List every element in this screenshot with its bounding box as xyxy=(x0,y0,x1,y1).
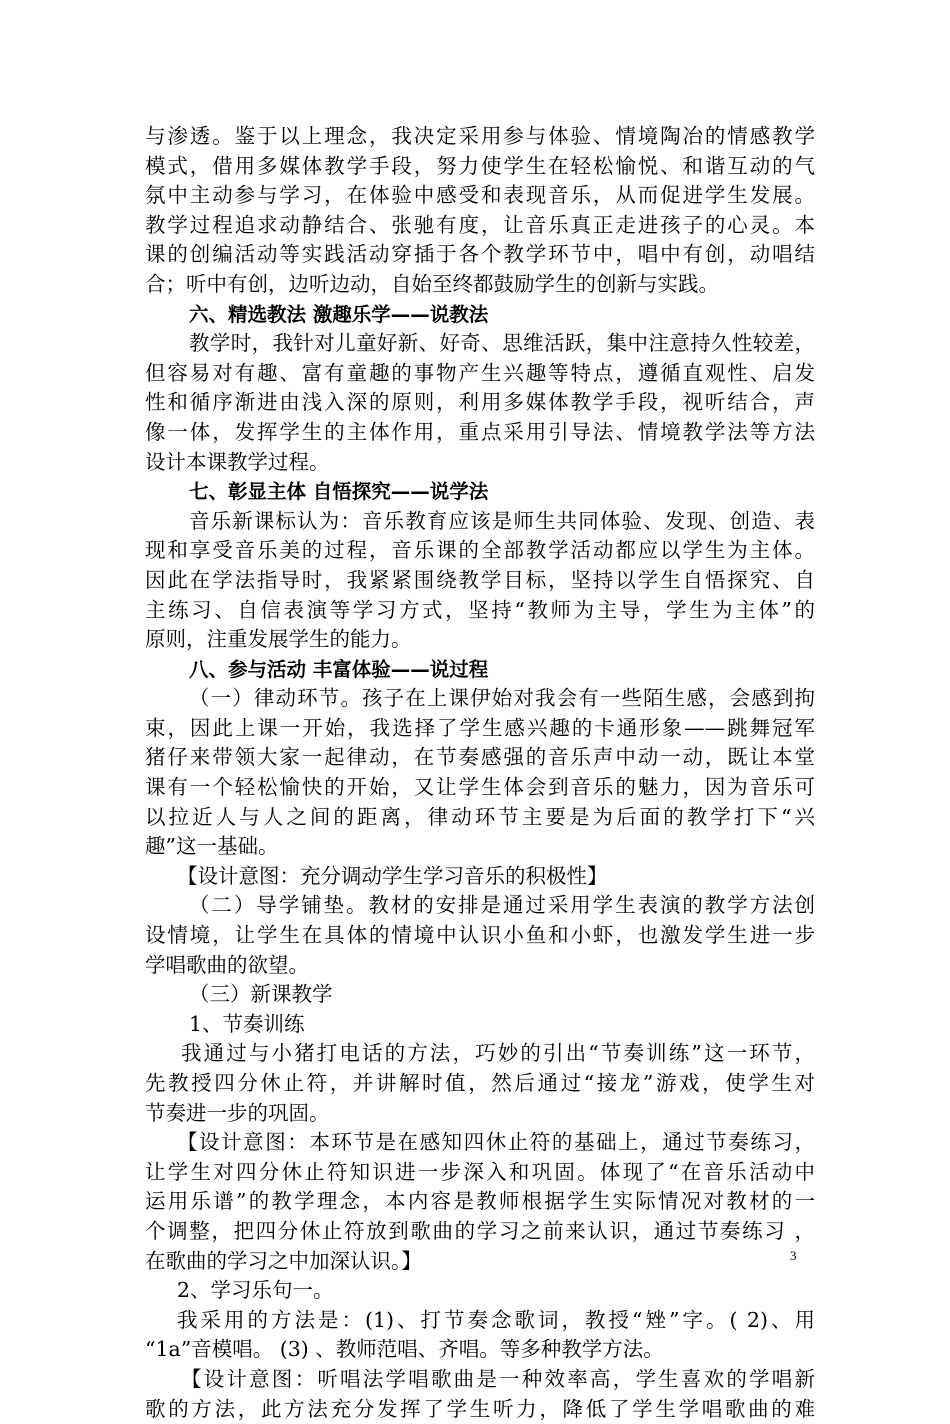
paragraph-line: 课有一个轻松愉快的开始，又让学生体会到音乐的魅力，因为音乐可 xyxy=(145,775,815,800)
paragraph-line: 我通过与小猪打电话的方法，巧妙的引出“节奏训练”这一环节， xyxy=(181,1041,815,1066)
section-heading-methods: 六、精选教法 激趣乐学——说教法 xyxy=(189,302,489,326)
subsection-heading: 2、学习乐句一。 xyxy=(177,1278,334,1303)
document-body xyxy=(145,122,815,1424)
page-number: 3 xyxy=(790,1248,797,1263)
paragraph-line: 教学过程追求动静结合、张驰有度，让音乐真正走进孩子的心灵。本 xyxy=(145,212,815,237)
paragraph-line: 但容易对有趣、富有童趣的事物产生兴趣等特点，遵循直观性、启发 xyxy=(145,360,815,385)
section-heading-process: 八、参与活动 丰富体验——说过程 xyxy=(189,657,489,681)
design-intent-note: 【设计意图：本环节是在感知四休止符的基础上，通过节奏练习， xyxy=(177,1130,815,1155)
paragraph-line: 学唱歌曲的欲望。 xyxy=(145,952,309,977)
paragraph-line: 设情境，让学生在具体的情境中认识小鱼和小虾，也激发学生进一步 xyxy=(145,923,815,948)
paragraph-line: 原则，注重发展学生的能力。 xyxy=(145,627,412,652)
paragraph-line: 歌的方法，此方法充分发挥了学生听力，降低了学生学唱歌曲的难 xyxy=(145,1396,815,1421)
paragraph-line: 束，因此上课一开始，我选择了学生感兴趣的卡通形象——跳舞冠军 xyxy=(145,715,815,740)
subsection-heading: 1、节奏训练 xyxy=(189,1011,305,1036)
paragraph-line: 像一体，发挥学生的主体作用，重点采用引导法、情境教学法等方法 xyxy=(145,419,815,444)
paragraph-line: 氛中主动参与学习，在体验中感受和表现音乐，从而促进学生发展。 xyxy=(145,183,815,208)
paragraph-line: 以拉近人与人之间的距离，律动环节主要是为后面的教学打下“兴 xyxy=(145,804,815,829)
paragraph-line: 在歌曲的学习之中加深认识。】 xyxy=(145,1248,422,1273)
paragraph-line: 节奏进一步的巩固。 xyxy=(145,1100,330,1125)
paragraph-line: 个调整，把四分休止符放到歌曲的学习之前来认识，通过节奏练习 ， xyxy=(145,1218,815,1243)
paragraph-line: （二）导学铺垫。教材的安排是通过采用学生表演的教学方法创 xyxy=(189,893,815,918)
subsection-heading: （三）新课教学 xyxy=(189,982,333,1007)
paragraph-line: 性和循序渐进由浅入深的原则，利用多媒体教学手段，视听结合，声 xyxy=(145,390,815,415)
design-intent-note: 【设计意图：听唱法学唱歌曲是一种效率高，学生喜欢的学唱新 xyxy=(181,1366,815,1391)
paragraph-line: 音乐新课标认为：音乐教育应该是师生共同体验、发现、创造、表 xyxy=(189,508,815,533)
paragraph-line: 让学生对四分休止符知识进一步深入和巩固。体现了“在音乐活动中 xyxy=(145,1159,815,1184)
paragraph-line: 设计本课教学过程。 xyxy=(145,449,330,474)
paragraph-line: 我采用的方法是：(1)、打节奏念歌词，教授“矬”字。( 2)、用 xyxy=(177,1307,815,1332)
paragraph-line: 主练习、自信表演等学习方式，坚持“教师为主导，学生为主体”的 xyxy=(145,597,815,622)
design-intent-note: 【设计意图：充分调动学生学习音乐的积极性】 xyxy=(177,863,608,888)
paragraph-line: 与渗透。鉴于以上理念，我决定采用参与体验、情境陶冶的情感教学 xyxy=(145,124,815,148)
paragraph-line: 运用乐谱”的教学理念，本内容是教师根据学生实际情况对教材的一 xyxy=(145,1189,815,1214)
paragraph-line: 猪仔来带领大家一起律动，在节奏感强的音乐声中动一动，既让本堂 xyxy=(145,745,815,770)
paragraph-line: 合；听中有创，边听边动，自始至终都鼓励学生的创新与实践。 xyxy=(145,271,719,296)
paragraph-line: 模式，借用多媒体教学手段，努力使学生在轻松愉悦、和谐互动的气 xyxy=(145,153,815,178)
paragraph-line: 课的创编活动等实践活动穿插于各个教学环节中，唱中有创，动唱结 xyxy=(145,242,815,267)
paragraph-line: 先教授四分休止符，并讲解时值，然后通过“接龙”游戏，使学生对 xyxy=(145,1071,815,1095)
paragraph-line: （一）律动环节。孩子在上课伊始对我会有一些陌生感，会感到拘 xyxy=(189,686,815,711)
paragraph-line: 教学时，我针对儿童好新、好奇、思维活跃，集中注意持久性较差， xyxy=(189,331,815,356)
paragraph-line: 现和享受音乐美的过程，音乐课的全部教学活动都应以学生为主体。 xyxy=(145,538,815,563)
paragraph-line: 因此在学法指导时，我紧紧围绕教学目标，坚持以学生自悟探究、自 xyxy=(145,567,815,592)
paragraph-line: “1a”音模唱。 (3) 、教师范唱、齐唱。等多种教学方法。 xyxy=(145,1337,664,1362)
paragraph-line: 趣”这一基础。 xyxy=(145,834,279,859)
section-heading-learning: 七、彰显主体 自悟探究——说学法 xyxy=(189,480,489,504)
